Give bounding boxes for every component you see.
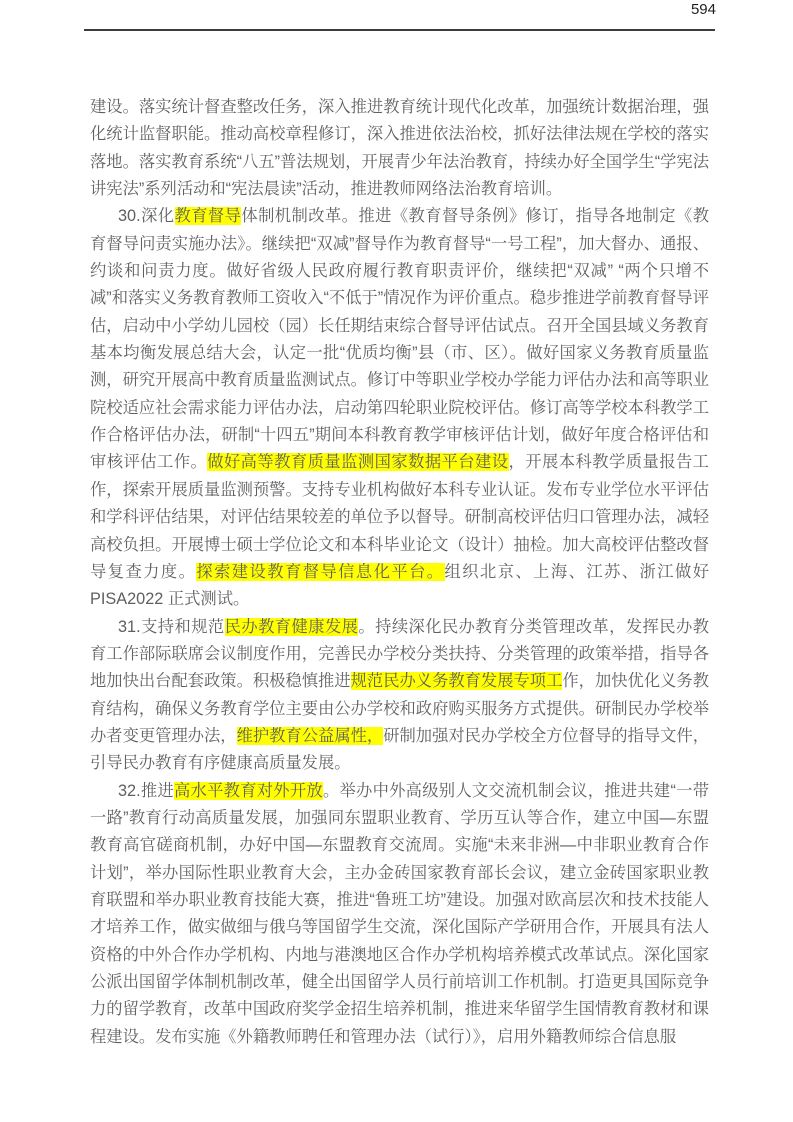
- text-run: 体制机制改革。推进《教育督导条例》修订，指导各地制定《教育督导问责实施办法》。继续把“双减”督导作为教育督导“一号工程”，加大督办、通报、约谈和问责力度。做好省级人民政府履行教育职责评价，继续把“双减” “两个只增不减”和落实义务教育教师工资收入“不低于”情况作为评价重点。稳步推进学前教育督导评估，启动中小学幼儿园校（园）长任期结束综合督导评估试点。召开全国县域义务教育基本均衡发展总结大会，认定一批“优质均衡”县（市、区）。做好国家义务教育质量监测，研究开展高中教育质量监测试点。修订中等职业学校办学能力评估办法和高等职业院校适应社会需求能力评估办法，启动第四轮职业院校评估。修订高等学校本科教学工作合格评估办法，研制“十四五”期间本科教育教学审核评估计划，做好年度合格评估和审核评估工作。: [90, 207, 709, 472]
- highlighted-text: 教育督导: [174, 207, 242, 226]
- text-run: 作，加快优化义务教育结构，确保义务教育学位主要由公办学校和政府购买服务方式提供。研制民办学校举办者变更管理办法，: [90, 672, 709, 745]
- highlighted-text: 维护教育公益属性，: [236, 726, 384, 745]
- text-run: 组织北京、上海、江苏、浙江做好 PISA2022 正式测试。: [90, 562, 709, 609]
- paragraph: [90, 203, 709, 613]
- highlighted-text: 规范民办义务教育发展专项工: [350, 672, 563, 691]
- text-run: 。持续深化民办教育分类管理改革，发挥民办教育工作部际联席会议制度作用，完善民办学校分类扶持、分类管理的政策举措，指导各地加快出台配套政策。积极稳慎推进: [90, 617, 709, 691]
- document-body: [90, 94, 709, 1051]
- paragraph: [90, 778, 709, 1051]
- header-rule-divider: [84, 29, 715, 31]
- text-run: 建设。落实统计督查整改任务，深入推进教育统计现代化改革，加强统计数据治理，强化统计监督职能。推动高校章程修订，深入推进依法治校，抓好法律法规在学校的落实落地。落实教育系统“八五”普法规划，开展青少年法治教育，持续办好全国学生“学宪法 讲宪法”系列活动和“宪法晨读”活动，推进教师网络法治教育培训。: [90, 98, 709, 199]
- page-number: 594: [690, 1, 716, 18]
- text-run: 32.推进: [118, 781, 174, 800]
- text-run: 31.支持和规范: [118, 617, 225, 636]
- highlighted-text: 民办教育健康发展: [224, 617, 359, 636]
- text-run: 。举办中外高级别人文交流机制会议，推进共建“一带一路”教育行动高质量发展，加强同东盟职业教育、学历互认等合作，建立中国—东盟教育高官磋商机制，办好中国—东盟教育交流周。实施“未来非洲—中非职业教育合作计划”，举办国际性职业教育大会，主办金砖国家教育部长会议，建立金砖国家职业教育联盟和举办职业教育技能大赛，推进“鲁班工坊”建设。加强对欧高层次和技术技能人才培养工作，做实做细与俄乌等国留学生交流，深化国际产学研用合作，开展具有法人资格的中外合作办学机构、内地与港澳地区合作办学机构培养模式改革试点。深化国家公派出国留学体制机制改革，健全出国留学人员行前培训工作机制。打造更具国际竞争力的留学教育，改革中国政府奖学金招生培养机制，推进来华留学生国情教育教材和课程建设。发布实施《外籍教师聘任和管理办法（试行）》，启用外籍教师综合信息服: [90, 781, 709, 1046]
- text-run: 30.深化: [118, 207, 175, 226]
- text-run: ，开展本科教学质量报告工作，探索开展质量监测预警。支持专业机构做好本科专业认证。发布专业学位水平评估和学科评估结果，对评估结果较差的单位予以督导。研制高校评估归口管理办法，减轻高校负担。开展博士硕士学位论文和本科毕业论文（设计）抽检。加大高校评估整改督导复查力度。: [90, 453, 709, 581]
- highlighted-text: 探索建设教育督导信息化平台。: [196, 562, 445, 581]
- paragraph: [90, 614, 709, 778]
- highlighted-text: 高水平教育对外开放: [174, 781, 323, 800]
- paragraph: [90, 94, 709, 203]
- text-run: 研制加强对民办学校全方位督导的指导文件，引导民办教育有序健康高质量发展。: [90, 726, 709, 773]
- highlighted-text: 做好高等教育质量监测国家数据平台建设: [207, 453, 509, 472]
